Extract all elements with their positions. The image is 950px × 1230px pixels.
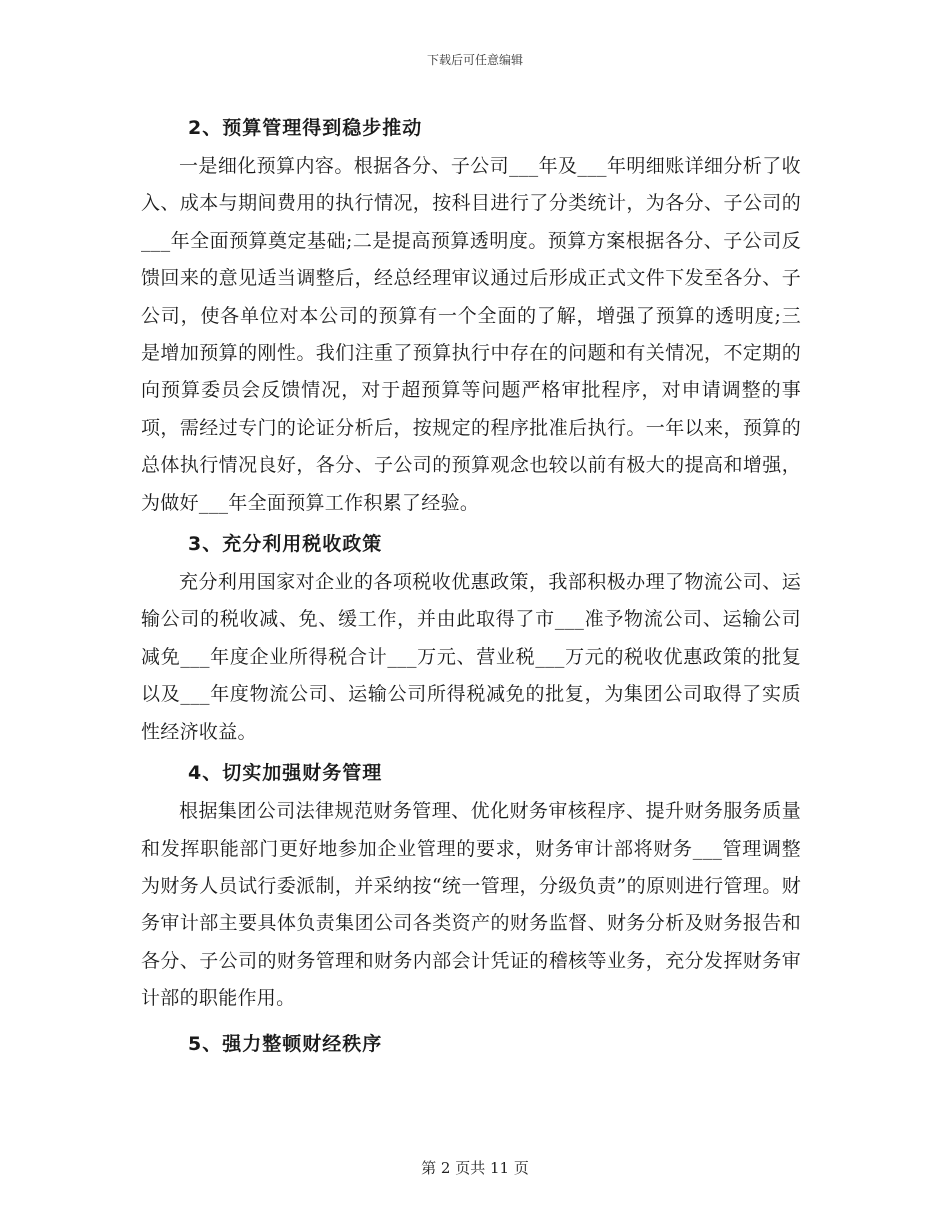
page-footer: 第 2 页共 11 页 xyxy=(421,1159,529,1177)
section-heading-3: 3、充分利用税收政策 xyxy=(188,533,383,556)
section-heading-5: 5、强力整顿财经秩序 xyxy=(188,1032,383,1055)
section-heading-4: 4、切实加强财务管理 xyxy=(188,762,383,785)
page-header: 下载后可任意编辑 xyxy=(426,53,523,67)
section-paragraph-4: 根据集团公司法律规范财务管理、优化财务审核程序、提升财务服务质量和发挥职能部门更好地参加企业管理的要求，财务审计部将财务___管理调整为财务人员试行委派制，并采纳按“统一管理，分级负责”的原则进行管理。财务审计部主要具体负责集团公司各类资产的财务监督、财务分析及财务报告和各分、子公司的财务管理和财务内部会计凭证的稽核等业务，充分发挥财务审计部的职能作用。 xyxy=(141,800,801,1010)
section-heading-2: 2、预算管理得到稳步推动 xyxy=(188,117,423,139)
section-paragraph-2: 一是细化预算内容。根据各分、子公司___年及___年明细账详细分析了收入、成本与期间费用的执行情况，按科目进行了分类统计，为各分、子公司的___年全面预算奠定基础;二是提高预算透明度。预算方案根据各分、子公司反馈回来的意见适当调整后，经总经理审议通过后形成正式文件下发至各分、子公司，使各单位对本公司的预算有一个全面的了解，增强了预算的透明度;三是增加预算的刚性。我们注重了预算执行中存在的问题和有关情况，不定期的向预算委员会反馈情况，对于超预算等问题严格审批程序，对申请调整的事项，需经过专门的论证分析后，按规定的程序批准后执行。一年以来，预算的总体执行情况良好，各分、子公司的预算观念也较以前有极大的提高和增强，为做好___年全面预算工作积累了经验。 xyxy=(141,155,801,514)
section-paragraph-3: 充分利用国家对企业的各项税收优惠政策，我部积极办理了物流公司、运输公司的税收减、免、缓工作，并由此取得了市___准予物流公司、运输公司减免___年度企业所得税合计___万元、营业税___万元的税收优惠政策的批复以及___年度物流公司、运输公司所得税减免的批复，为集团公司取得了实质性经济收益。 xyxy=(141,571,801,743)
document-body xyxy=(141,108,801,1064)
